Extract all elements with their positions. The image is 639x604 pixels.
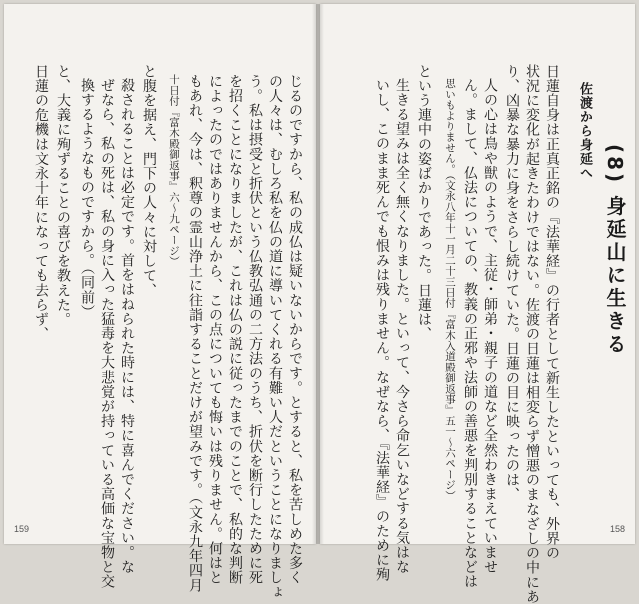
text-line: もあれ、今は、釈尊の霊山浄土に往詣することだけが望みです。（文永九年四月	[187, 74, 203, 593]
book-gutter	[312, 4, 324, 544]
page-number: 159	[14, 524, 30, 534]
section-title: 佐渡から身延へ	[577, 82, 592, 180]
text-line: を招くことになりましたが、これは仏の説に従ったまでのことで、私的な判断	[227, 74, 243, 585]
chapter-title: (8) 身延山に生きる	[603, 144, 627, 357]
text-line: り、凶暴な暴力に身をさらし続けていた。日蓮の目に映ったのは、	[504, 64, 520, 502]
text-line: と、大義に殉ずることの喜びを教えた。	[55, 64, 71, 327]
text-line: という連中の姿ばかりであった。日蓮は、	[416, 64, 432, 342]
page-number: 158	[609, 524, 625, 534]
text-line: う。私は摂受と折伏という仏教弘通の二方法のうち、折伏を断行したために死	[247, 74, 263, 585]
text-line: の人々は、むしろ私を仏の道に導いてくれる有難い人だということになりましょ	[267, 74, 283, 600]
text-line: 状況に変化が起きたわけではない。佐渡の日蓮は相変らず憎悪のまなざしの中にあ	[524, 64, 540, 604]
text-line: じるのですから、私の成仏は疑いないからです。とすると、私を苦しめた多く	[287, 74, 303, 585]
text-line: によったのではありませんから、この点についても悔いは残りません。何はと	[207, 74, 223, 585]
text-line: 日蓮自身は正真正銘の『法華経』の行者として新生したといっても、外界の	[544, 64, 560, 561]
quote-line: ぜなら、私の死は、私の身に入った猛毒を大悲覚が持っている高価な宝物と交	[99, 78, 115, 589]
quote-line: ん。まして、仏法についての、教義の正邪や法師の善悪を判別することなどは	[462, 78, 478, 589]
right-page	[320, 4, 635, 604]
left-page	[4, 4, 316, 600]
text-line: 日蓮の危機は文永十年になっても去らず、	[33, 64, 49, 342]
quote-line: 人の心は鳥や獣のようで、主従・師弟・親子の道など全然わきまえていませ	[482, 78, 498, 575]
citation-line: 思いもよりません。（文永八年十一月二十三日付『富木入道殿御返事』五一〜六ページ）	[444, 78, 456, 501]
quote-line: 生きる望みは全く無くなりました。といって、今さら命乞いなどする気はな	[394, 78, 410, 575]
quote-line: いし、このまま死んでも恨みは残りません。なぜなら、『法華経』のために殉	[374, 78, 390, 582]
quote-line: 殺されることは必定です。首をはねられた時には、特に喜んでください。な	[119, 78, 135, 575]
text-line: と腹を据え、門下の人々に対して、	[141, 64, 157, 298]
quote-line: 換するようなものですから。（同前）	[79, 78, 95, 320]
citation-line: 十日付『富木殿御返事』六〜九ページ）	[168, 74, 180, 267]
